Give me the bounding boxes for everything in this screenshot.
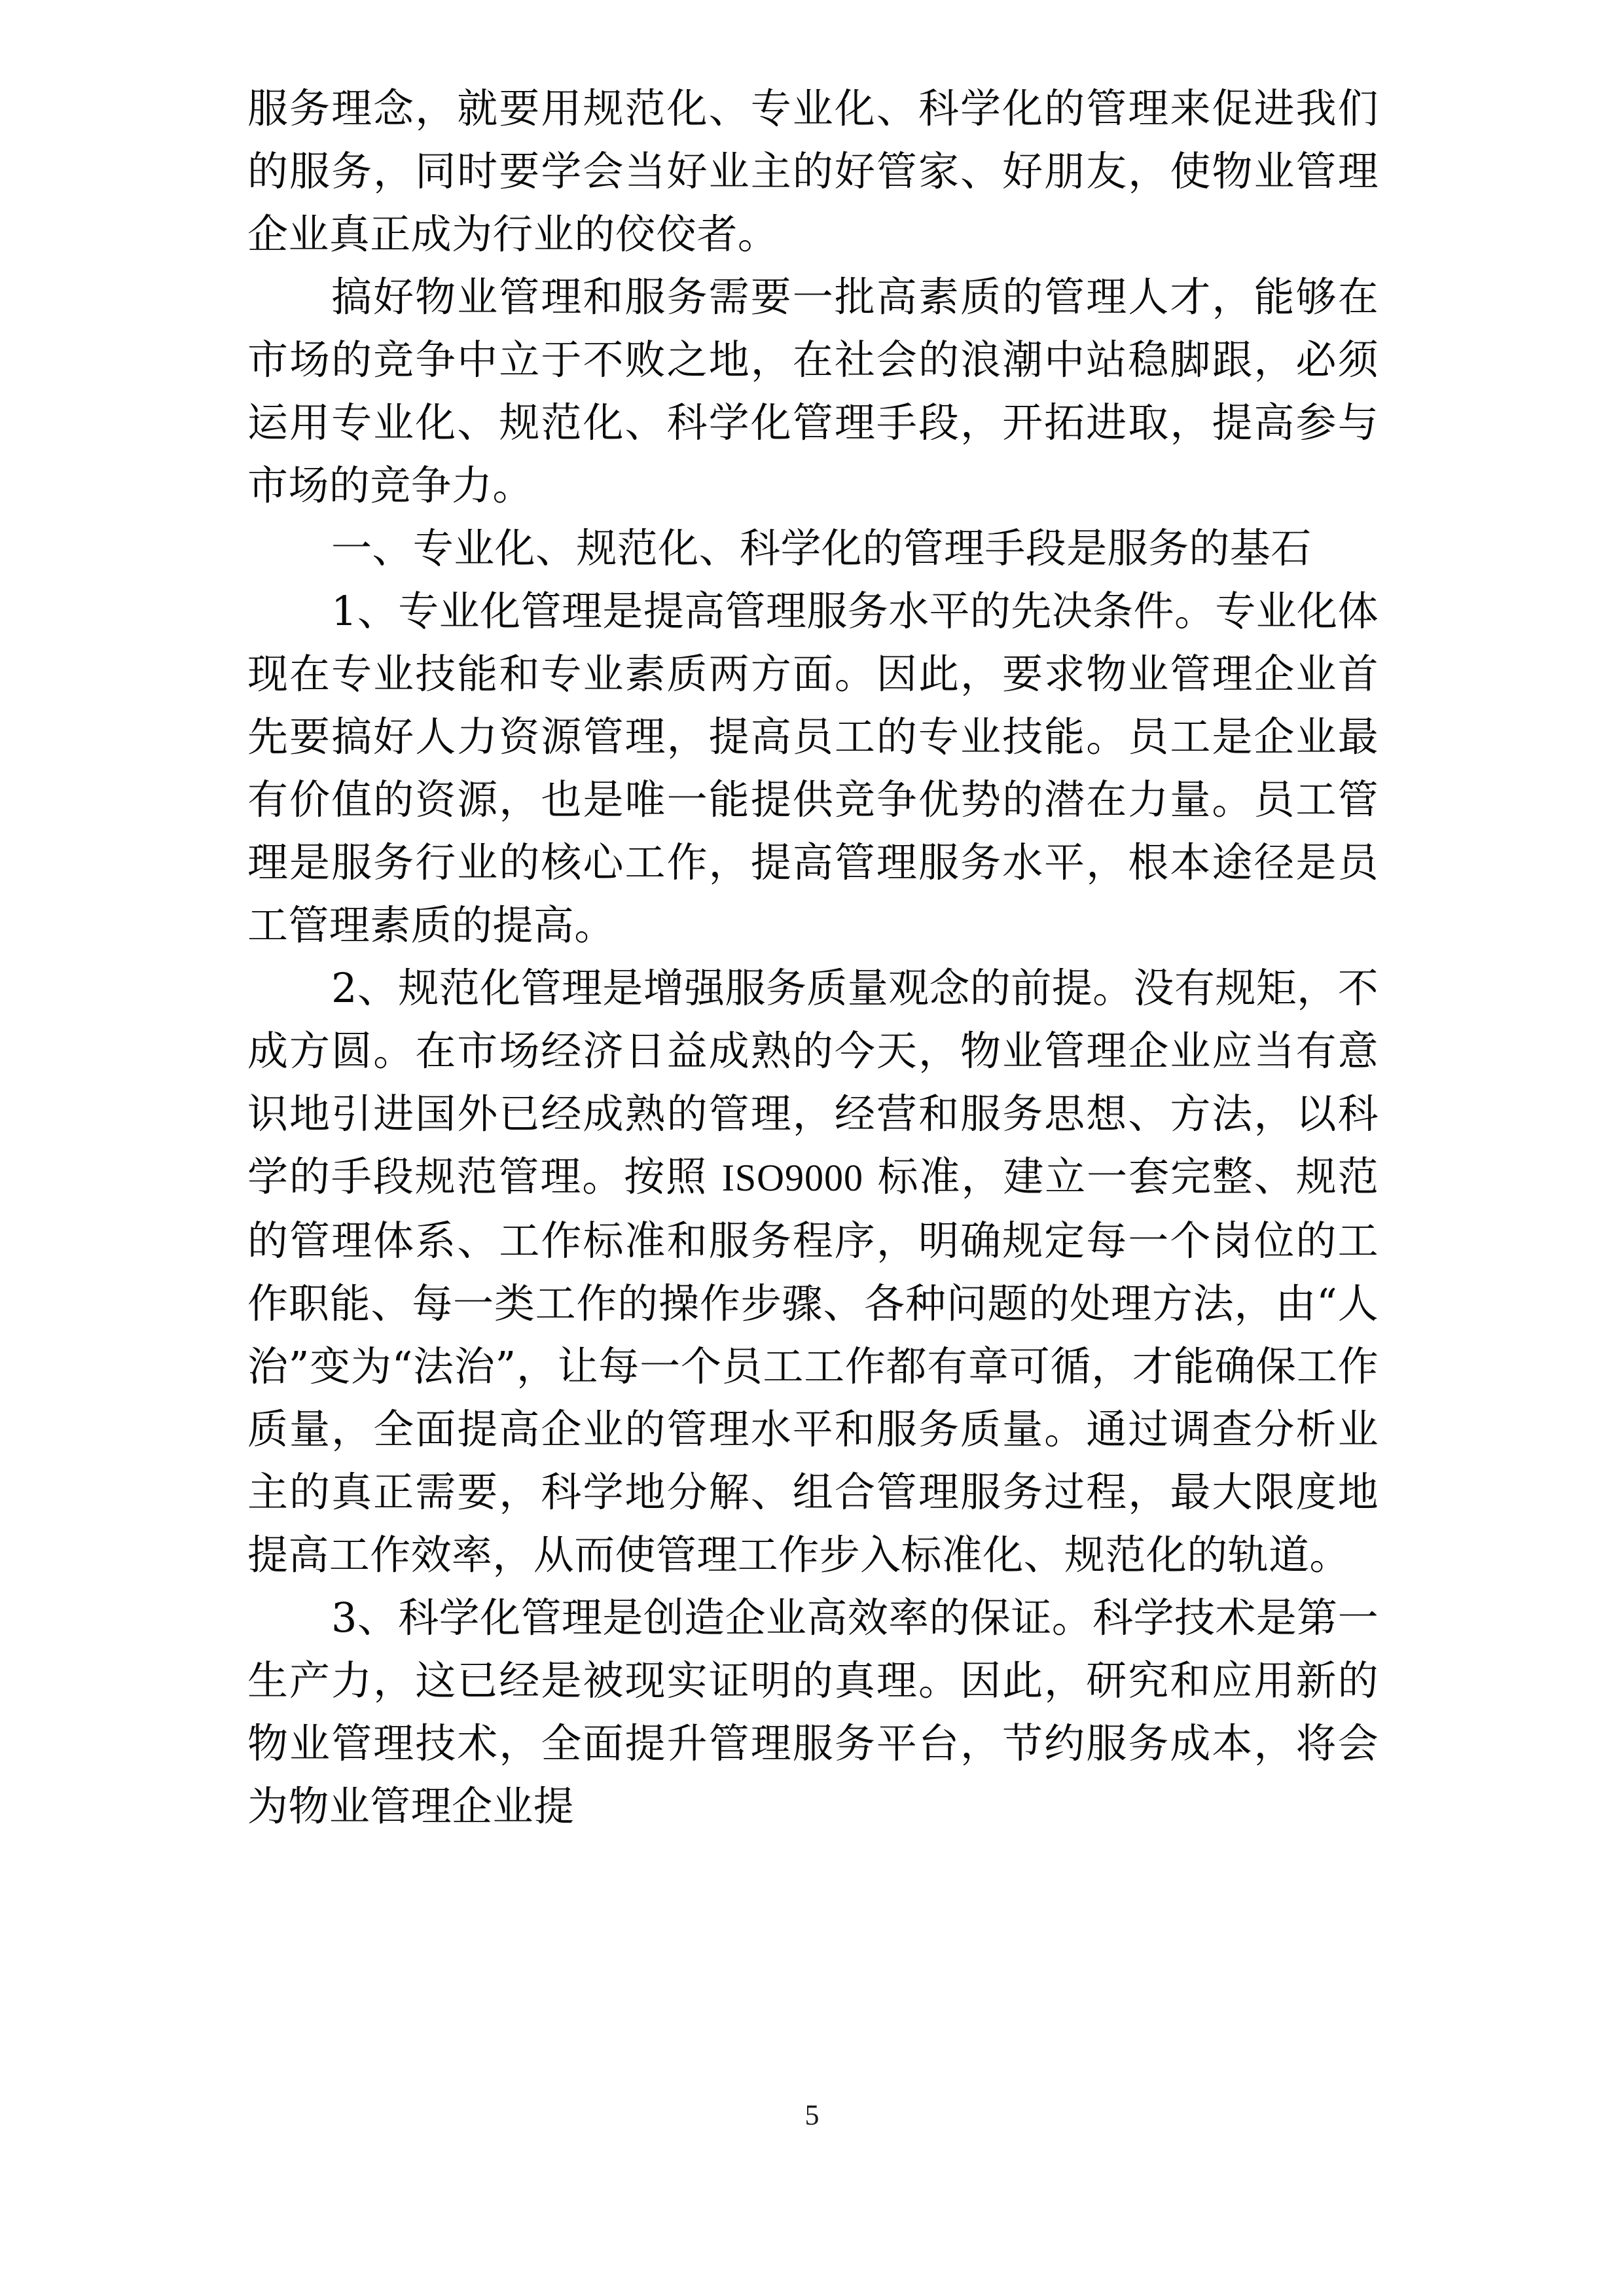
paragraph-item-3: 3、科学化管理是创造企业高效率的保证。科学技术是第一生产力，这已经是被现实证明的真理。因此，研究和应用新的物业管理技术，全面提升管理服务平台，节约服务成本，将会为物业管理企业提 <box>247 1594 1379 1830</box>
paragraph-item-2-part-a: 2、规范化管理是增强服务质量观念的前提。没有规矩，不成方圆。在市场经济日益成熟的今天，物业管理企业应当有意识地引进国外已经成熟的管理，经营和服务思想、方法，以科学的手段规范管理。按照 <box>247 964 1379 1200</box>
paragraph-item-1: 1、专业化管理是提高管理服务水平的先决条件。专业化体现在专业技能和专业素质两方面。因此，要求物业管理企业首先要搞好人力资源管理，提高员工的专业技能。员工是企业最有价值的资源，也是唯一能提供竞争优势的潜在力量。员工管理是服务行业的核心工作，提高管理服务水平，根本途径是员工管理素质的提高。 <box>247 587 1379 949</box>
page-number: 5 <box>804 2099 820 2131</box>
iso-standard-label: ISO9000 <box>721 1157 864 1199</box>
paragraph-item-2 <box>247 957 1379 1587</box>
paragraph-2: 搞好物业管理和服务需要一批高素质的管理人才，能够在市场的竞争中立于不败之地，在社会的浪潮中站稳脚跟，必须运用专业化、规范化、科学化管理手段，开拓进取，提高参与市场的竞争力。 <box>247 273 1379 509</box>
section-heading-1: 一、专业化、规范化、科学化的管理手段是服务的基石 <box>331 524 1312 572</box>
text-column <box>247 77 1379 1838</box>
paragraph-1: 服务理念，就要用规范化、专业化、科学化的管理来促进我们的服务，同时要学会当好业主的好管家、好朋友，使物业管理企业真正成为行业的佼佼者。 <box>247 84 1379 258</box>
paragraph-item-2-part-b: 标准，建立一套完整、规范的管理体系、工作标准和服务程序，明确规定每一个岗位的工作职能、每一类工作的操作步骤、各种问题的处理方法，由“人治”变为“法治”，让每一个员工工作都有章可循，才能确保工作质量，全面提高企业的管理水平和服务质量。通过调查分析业主的真正需要，科学地分解、组合管理服务过程，最大限度地提高工作效率，从而使管理工作步入标准化、规范化的轨道。 <box>247 1153 1379 1579</box>
